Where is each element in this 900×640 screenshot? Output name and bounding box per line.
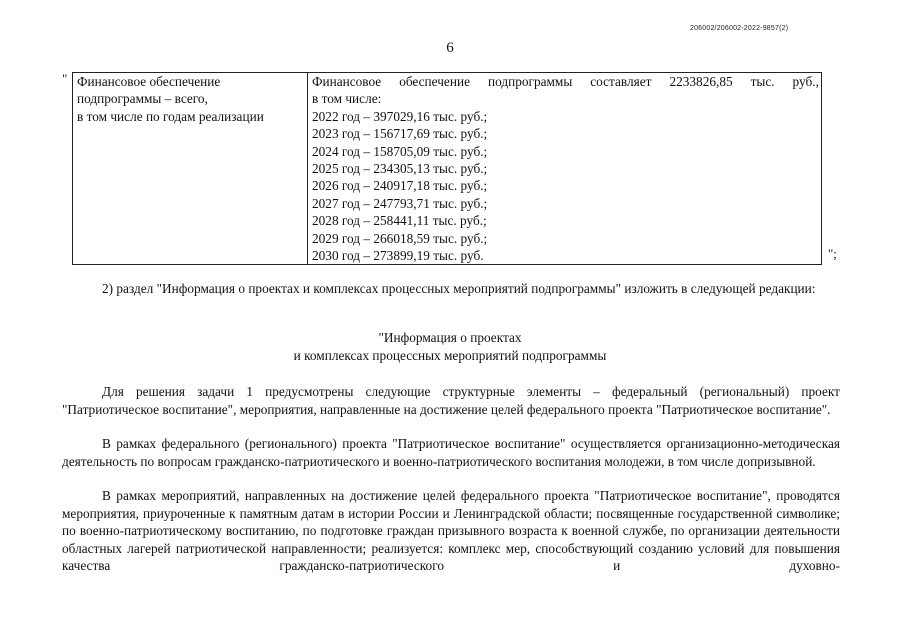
year-line: 2023 год – 156717,69 тыс. руб.; (312, 126, 488, 142)
year-line: 2030 год – 273899,19 тыс. руб. (312, 248, 484, 264)
label-line: Финансовое обеспечение (77, 74, 221, 89)
total-word: обеспечение (399, 74, 470, 89)
total-word: Финансовое (312, 74, 382, 89)
page-number: 6 (446, 40, 454, 56)
total-word: тыс. (750, 74, 775, 89)
year-line: 2022 год – 397029,16 тыс. руб.; (312, 108, 488, 124)
section-title-line: и комплексах процессных мероприятий подпрограммы (293, 347, 607, 363)
year-line: 2028 год – 258441,11 тыс. руб.; (312, 213, 487, 229)
financing-table (72, 72, 822, 265)
total-word: подпрограммы (487, 74, 573, 89)
total-amount: 2233826,85 (669, 74, 733, 89)
table-close-quote: "; (828, 246, 837, 261)
year-line: 2025 год – 234305,13 тыс. руб.; (312, 161, 488, 177)
document-id: 206002/206002-2022-9857(2) (690, 25, 789, 32)
total-line (312, 73, 819, 90)
year-line: 2027 год – 247793,71 тыс. руб.; (312, 195, 488, 211)
label-line: в том числе по годам реализации (77, 108, 264, 124)
table-open-quote: " (62, 71, 68, 86)
table-value-cell (308, 73, 822, 265)
paragraph-3: В рамках мероприятий, направленных на достижение целей федерального проекта "Патриотическое воспитание", проводятся мероприятия, приуроченные к памятным датам в истории России и Ленинградской области; посвященные государственной символике; по военно-патриотическому воспитанию, по подготовке граждан призывного возраста к военной службе, по организации деятельности областных лагерей патриотической направленности; реализуется: комплекс мер, способствующий созданию условий для повышения качества гражданско-патриотического и духовно- (62, 488, 840, 574)
value-line: в том числе: (312, 91, 382, 107)
year-line: 2029 год – 266018,59 тыс. руб.; (312, 230, 488, 246)
section-title-line: "Информация о проектах (378, 330, 522, 345)
paragraph-1: Для решения задачи 1 предусмотрены следующие структурные элементы – федеральный (региональный) проект "Патриотическое воспитание", мероприятия, направленные на достижение целей федерального проекта "Патриотическое воспитание". (62, 384, 840, 417)
total-word: руб., (792, 74, 819, 89)
paragraph-2: В рамках федерального (регионального) проекта "Патриотическое воспитание" осуществляется организационно-методическая деятельность по вопросам гражданско-патриотического и военно-патриотического воспитания молодежи, в том числе допризывной. (62, 436, 840, 469)
section-title (0, 329, 900, 364)
section-2-instruction: 2) раздел "Информация о проектах и комплексах процессных мероприятий подпрограммы" изложить в следующей редакции: (102, 281, 816, 296)
year-line: 2026 год – 240917,18 тыс. руб.; (312, 178, 488, 194)
table-row (73, 73, 822, 265)
year-line: 2024 год – 158705,09 тыс. руб.; (312, 143, 488, 159)
total-word: составляет (590, 74, 652, 89)
label-line: подпрограммы – всего, (77, 91, 208, 107)
table-label-cell (73, 73, 308, 265)
